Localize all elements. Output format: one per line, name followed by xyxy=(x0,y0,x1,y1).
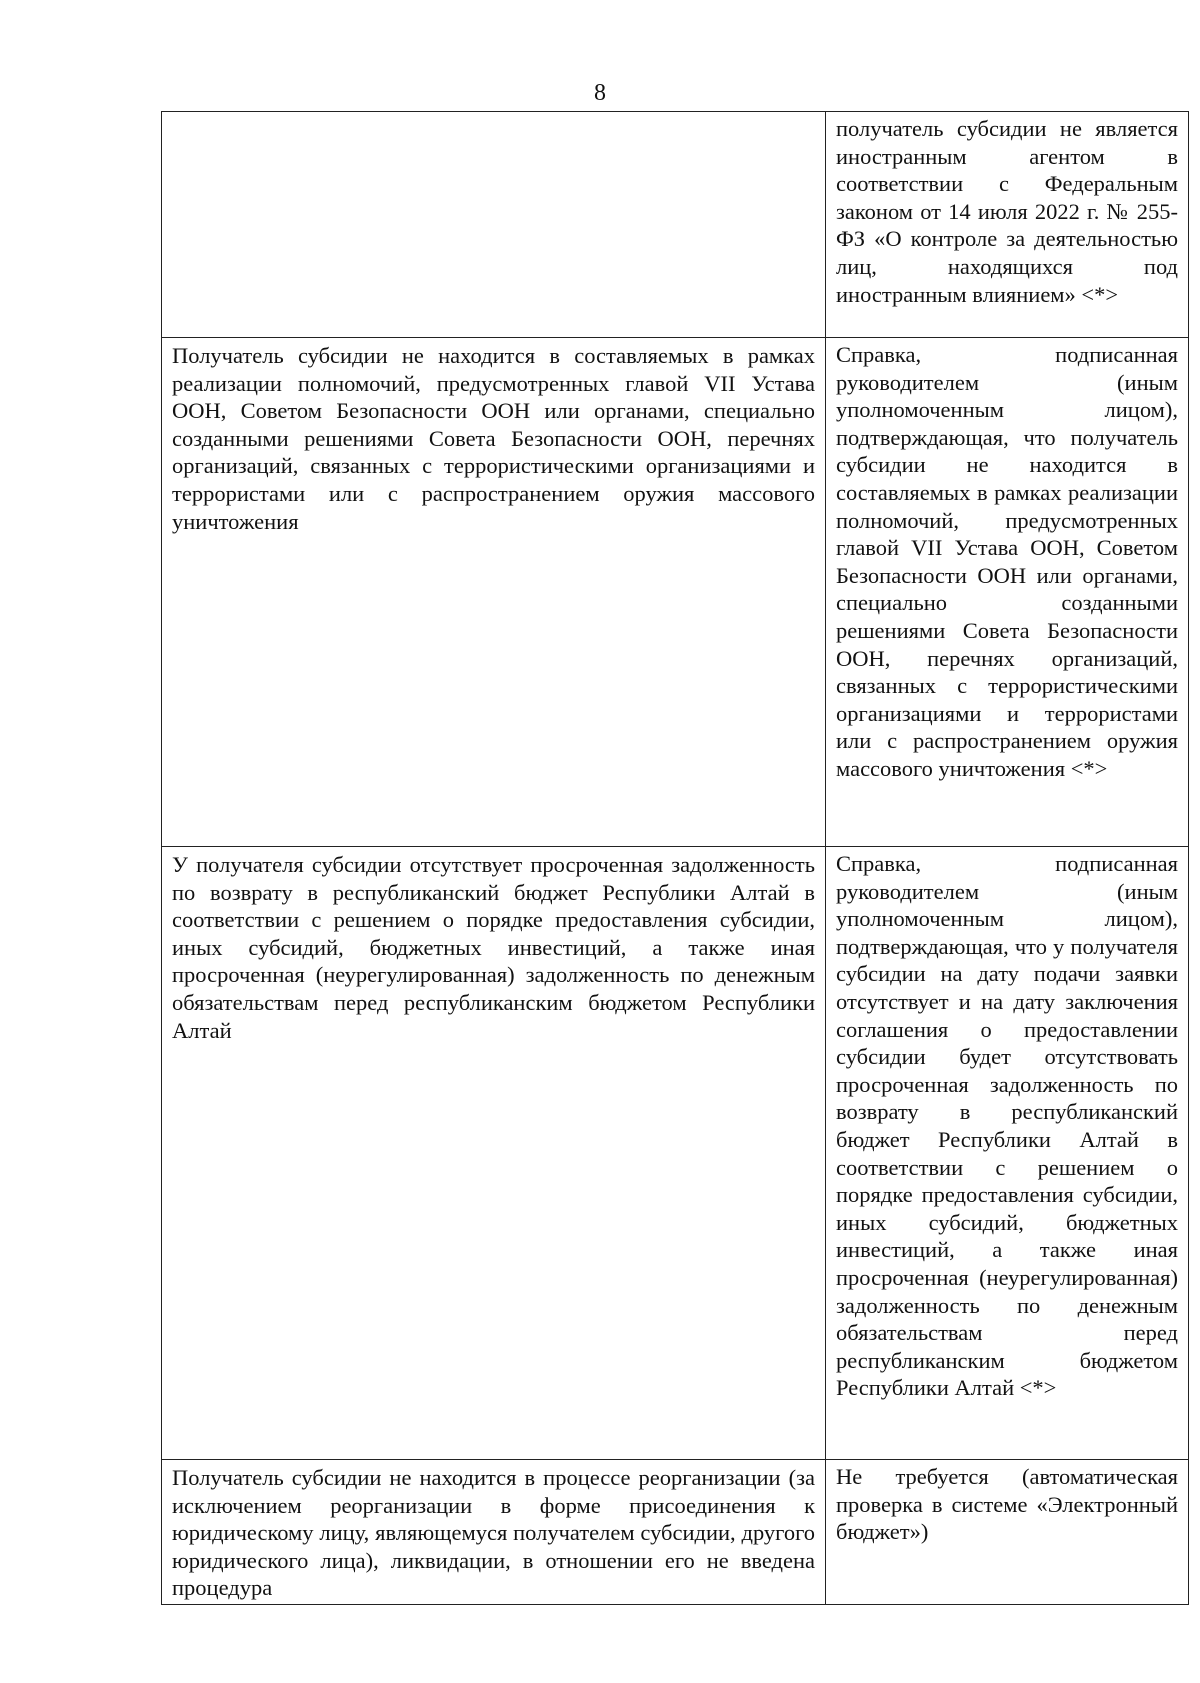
requirement-text: Получатель субсидии не находится в составляемых в рамках реализации полномочий, предусмотренных главой VII Устава ООН, Советом Безопасности ООН или органами, специально созданными решениями Совета Безопасности ООН, перечнях организаций, связанных с террористическими организациями и террористами или с распространением оружия массового уничтожения xyxy=(172,343,815,534)
document-text: Справка, подписанная руководителем (иным уполномоченным лицом), подтверждающая, что у получателя субсидии на дату подачи заявки отсутствует и на дату заключения соглашения о предоставлении субсидии будет отсутствовать просроченная задолженность по возврату в республиканский бюджет Республики Алтай в соответствии с решением о порядке предоставления субсидии, иных субсидий, бюджетных инвестиций, а также иная просроченная (неурегулированная) задолженность по денежным обязательствам перед республиканским бюджетом Республики Алтай <*> xyxy=(836,851,1178,1401)
document-cell xyxy=(826,112,1189,338)
document-text: Не требуется (автоматическая проверка в системе «Электронный бюджет») xyxy=(836,1464,1178,1545)
table-row xyxy=(162,847,1189,1460)
document-text: Справка, подписанная руководителем (иным уполномоченным лицом), подтверждающая, что получатель субсидии не находится в составляемых в рамках реализации полномочий, предусмотренных главой VII Устава ООН, Советом Безопасности ООН или органами, специально созданными решениями Совета Безопасности ООН, перечнях организаций, связанных с террористическими организациями и террористами или с распространением оружия массового уничтожения <*> xyxy=(836,342,1178,781)
requirement-text: У получателя субсидии отсутствует просроченная задолженность по возврату в республиканский бюджет Республики Алтай в соответствии с решением о порядке предоставления субсидии, иных субсидий, бюджетных инвестиций, а также иная просроченная (неурегулированная) задолженность по денежным обязательствам перед республиканским бюджетом Республики Алтай xyxy=(172,852,815,1043)
requirement-text: Получатель субсидии не находится в процессе реорганизации (за исключением реорганизации в форме присоединения к юридическому лицу, являющемуся получателем субсидии, другого юридического лица), ликвидации, в отношении его не введена процедура xyxy=(172,1465,815,1601)
requirements-table xyxy=(161,111,1189,1605)
table-row xyxy=(162,1460,1189,1605)
requirement-cell xyxy=(162,1460,826,1605)
document-cell xyxy=(826,847,1189,1460)
requirement-cell xyxy=(162,338,826,847)
document-text: получатель субсидии не является иностранным агентом в соответствии с Федеральным законом от 14 июля 2022 г. № 255-ФЗ «О контроле за деятельностью лиц, находящихся под иностранным влиянием» <*> xyxy=(836,116,1178,307)
document-cell xyxy=(826,338,1189,847)
requirement-cell xyxy=(162,847,826,1460)
page-number: 8 xyxy=(594,80,606,106)
document-cell xyxy=(826,1460,1189,1605)
table-row xyxy=(162,338,1189,847)
table-row xyxy=(162,112,1189,338)
requirement-cell xyxy=(162,112,826,338)
